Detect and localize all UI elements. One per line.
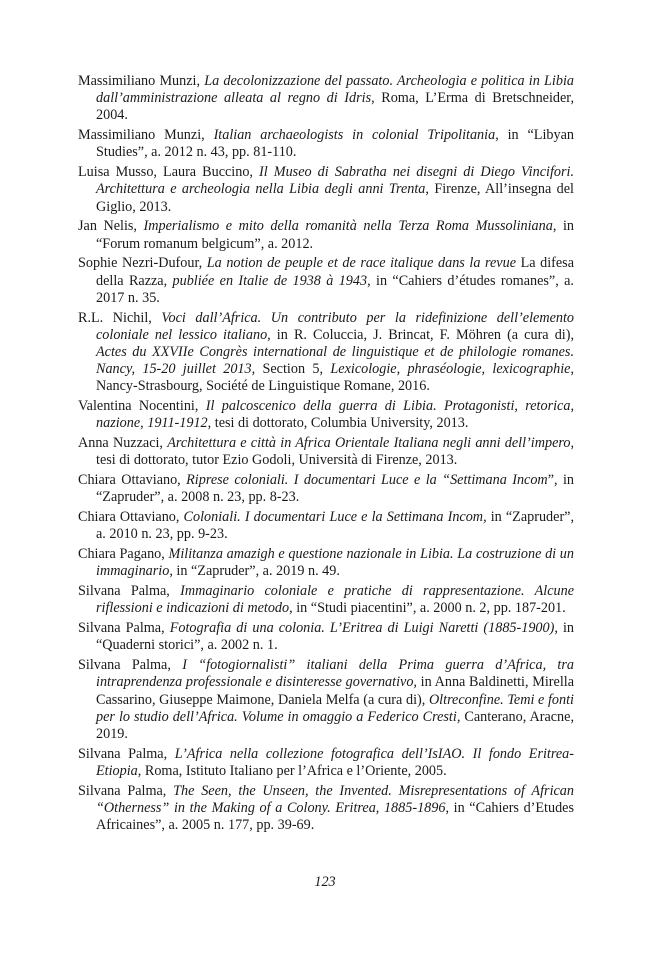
entry-title-text: Coloniali. I documentari Luce e la Settimana Incom: [183, 509, 484, 526]
entry-title-text: I “fotogiornalisti” italiani della Prima guerra d’Africa, tra intraprendenza professionale e disinteresse governativo,: [96, 657, 574, 691]
bibliography-entry: [78, 435, 574, 469]
bibliography-entry: [78, 218, 574, 252]
entry-title-text: L’Africa nella collezione fotografica dell’IsIAO. Il fondo Eritrea-Etiopia: [96, 745, 574, 780]
entry-text: La difesa della Razza,: [96, 255, 574, 289]
bibliography-entry: [78, 472, 574, 506]
entry-text: , in “Forum romanum belgicum”, a. 2012.: [96, 218, 574, 252]
entry-text: , tesi di dottorato, tutor Ezio Godoli, Università di Firenze, 2013.: [96, 435, 574, 469]
entry-text: , Firenze, All’insegna del Giglio, 2013.: [96, 181, 574, 215]
entry-title-text: La decolonizzazione del passato. Archeologia e politica in Libia dall’amministrazione alleata al regno di Idris: [96, 73, 574, 107]
entry-title-text: Oltreconfine. Temi e fonti per lo studio dell’Africa. Volume in omaggio a Federico Cresti,: [96, 691, 574, 725]
entry-text: , Roma, L’Erma di Bretschneider, 2004.: [96, 90, 574, 124]
entry-text: , Roma, Istituto Italiano per l’Africa e l’Oriente, 2005.: [137, 763, 447, 780]
entry-text: ”, in “Zapruder”, a. 2008 n. 23, pp. 8-23.: [96, 472, 574, 506]
bibliography-entry: [78, 509, 574, 543]
bibliography-entry: [78, 583, 574, 617]
entry-text: R.L. Nichil,: [78, 309, 162, 326]
bibliography-entry: [78, 398, 574, 432]
bibliography-entry: [78, 746, 574, 780]
entry-title-text: Militanza amazigh e questione nazionale in Libia. La costruzione di un immaginario: [96, 546, 574, 580]
bibliography-entry: [78, 73, 574, 125]
entry-text: Silvana Palma,: [78, 620, 170, 637]
entry-title-text: Actes du XXVIIe Congrès international de linguistique et de philologie romanes. Nancy, 15-20 juillet 2013: [96, 344, 574, 378]
entry-text: in Anna Baldinetti, Mirella Cassarino, Giuseppe Maimone, Daniela Melfa (a cura di),: [96, 674, 574, 708]
bibliography-entry: [78, 127, 574, 161]
entry-title-text: Imperialismo e mito della romanità nella Terza Roma Mussoliniana: [143, 218, 553, 235]
entry-text: Anna Nuzzaci,: [78, 435, 168, 452]
bibliography-list: [78, 73, 574, 837]
entry-text: , in “Studi piacentini”, a. 2000 n. 2, pp. 187-201.: [289, 600, 566, 617]
entry-title-text: Architettura e città in Africa Orientale Italiana negli anni dell’impero: [167, 435, 571, 452]
entry-title-text: Fotografia di una colonia. L’Eritrea di Luigi Naretti (1885-1900): [169, 620, 555, 637]
entry-text: Chiara Pagano,: [78, 546, 169, 563]
entry-title-text: Italian archaeologists in colonial Tripolitania: [213, 127, 496, 144]
entry-text: Silvana Palma,: [78, 583, 181, 600]
entry-text: , in “Cahiers d’études romanes”, a. 2017 n. 35.: [96, 272, 574, 306]
entry-text: Silvana Palma,: [78, 782, 174, 799]
bibliography-entry: [78, 310, 574, 396]
entry-text: Luisa Musso, Laura Buccino,: [78, 164, 260, 181]
entry-text: , in R. Coluccia, J. Brincat, F. Möhren (a cura di),: [267, 326, 574, 343]
entry-title-text: Riprese coloniali. I documentari Luce e la “Settimana Incom: [186, 472, 548, 489]
entry-text: Jan Nelis,: [78, 218, 144, 235]
entry-text: , tesi di dottorato, Columbia University, 2013.: [207, 415, 469, 432]
bibliography-entry: [78, 620, 574, 654]
entry-text: , in “Libyan Studies”, a. 2012 n. 43, pp. 81-110.: [96, 127, 574, 161]
entry-text: , Nancy-Strasbourg, Société de Linguistique Romane, 2016.: [96, 361, 574, 395]
entry-text: Valentina Nocentini,: [78, 398, 206, 415]
bibliography-entry: [78, 164, 574, 216]
entry-title-text: La notion de peuple et de race italique dans la revue: [206, 255, 516, 272]
entry-text: Chiara Ottaviano,: [78, 509, 184, 526]
bibliography-entry: [78, 546, 574, 580]
entry-title-text: Lexicologie, phraséologie, lexicographie: [330, 361, 571, 378]
entry-title-text: Il Museo di Sabratha nei disegni di Diego Vincifori. Architettura e archeologia nella Libia degli anni Trenta: [96, 164, 574, 198]
entry-text: Silvana Palma,: [78, 657, 183, 674]
entry-text: Massimiliano Munzi,: [78, 127, 214, 144]
entry-text: , in “Zapruder”, a. 2019 n. 49.: [169, 563, 340, 580]
bibliography-entry: [78, 255, 574, 307]
entry-title-text: publiée en Italie de 1938 à 1943: [172, 272, 368, 289]
entry-title-text: The Seen, the Unseen, the Invented. Misrepresentations of African “Otherness” in the Making of a Colony. Eritrea, 1885-1896: [96, 782, 574, 817]
entry-text: Chiara Ottaviano,: [78, 472, 187, 489]
entry-text: , in “Quaderni storici”, a. 2002 n. 1.: [96, 620, 574, 654]
entry-title-text: Immaginario coloniale e pratiche di rappresentazione. Alcune riflessioni e indicazioni di metodo: [96, 583, 574, 617]
entry-text: Canterano, Aracne, 2019.: [96, 708, 574, 743]
entry-text: , in “Zapruder”, a. 2010 n. 23, pp. 9-23.: [96, 509, 575, 543]
bibliography-entry: [78, 783, 574, 835]
page-number: 123: [314, 874, 336, 890]
entry-text: Massimiliano Munzi,: [78, 73, 205, 89]
entry-title-text: Voci dall’Africa. Un contributo per la ridefinizione dell’elemento coloniale nel lessico italiano: [96, 309, 574, 343]
entry-text: Silvana Palma,: [78, 745, 175, 762]
entry-text: , Section 5,: [251, 361, 331, 378]
entry-text: , in “Cahiers d’Etudes Africaines”, a. 2005 n. 177, pp. 39-69.: [96, 800, 575, 834]
entry-text: Sophie Nezri-Dufour,: [78, 255, 207, 272]
entry-title-text: Il palcoscenico della guerra di Libia. Protagonisti, retorica, nazione, 1911-1912: [96, 398, 574, 432]
bibliography-entry: [78, 657, 574, 743]
